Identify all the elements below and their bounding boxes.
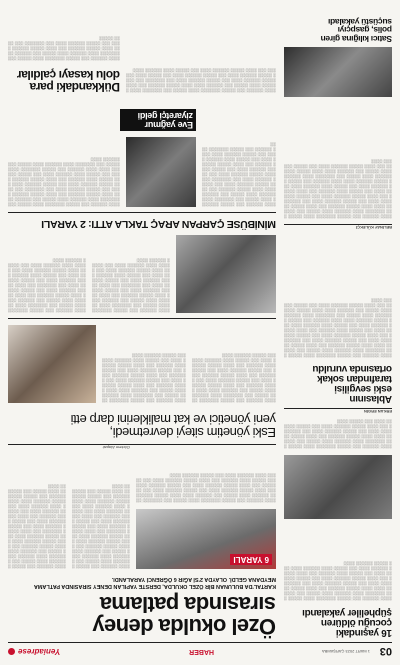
ablasini-title-2: eski sevgilisi	[334, 383, 392, 394]
rule-3	[8, 212, 276, 213]
story-eski	[8, 413, 276, 439]
bottom-body-2: ░░░░ ░░░░░░ ░░░ ░░░░░ ░░░░░░░ ░░░░ ░░░░░ ░░░ ░░░░░░░ ░░░░ ░░░░░░ ░░░░ ░░░░░ ░░░ ░░░░░░ ░░░░ ░░░░ ░░░░░ ░░░░░░ ░░░ ░░░░ ░░░░░ ░░░░░░ ░░░░ ░░░ ░░░░░ ░░░░░░ ░░░░ ░░░ ░░░░░░░ ░░░ ░░░░ ░░░░░	[8, 36, 120, 61]
story-boy	[284, 419, 392, 638]
eski-title-1: Eski yönetim siteyi devretmedi,	[109, 425, 276, 440]
satici-title-3: suçüstü yakaladı	[328, 17, 392, 27]
main-title-2: sırasında patlama	[100, 592, 276, 617]
eski-body-1: ░░░░ ░░░░░░ ░░░ ░░░░░ ░░░░░░░ ░░░░ ░░░░░ ░░░ ░░░░░░░ ░░░░ ░░░░░░ ░░░░ ░░░░░ ░░░ ░░░░░░ ░░░░ ░░░░ ░░░░░ ░░░░░░ ░░░ ░░░░ ░░░░░ ░░░░░░ ░░░░ ░░░ ░░░░░ ░░░░░░ ░░░░ ░░░ ░░░░░░░ ░░░ ░░░░ ░░░░░ ░░░░░░ ░░░░ ░░░ ░░░░░ ░░░░░░ ░░░░ ░░░ ░░░░░ ░░░░ ░░░░░░ ░░░ ░░░░ ░░░░░ ░░░░░░ ░░░░ ░░░ ░░░░░ ░░░░ ░░░░░░ ░░░░ ░░░ ░░░░░ ░░░░░░ ░░░░	[192, 353, 276, 403]
story-satici	[284, 18, 392, 44]
main-body-3: ░░░░ ░░░░░░ ░░░ ░░░░░ ░░░░░░░ ░░░░ ░░░░░ ░░░ ░░░░░░░ ░░░░ ░░░░░░ ░░░░ ░░░░░ ░░░ ░░░░░░ ░░░░ ░░░░ ░░░░░ ░░░░░░ ░░░ ░░░░ ░░░░░ ░░░░░░ ░░░░ ░░░ ░░░░░ ░░░░░░ ░░░░ ░░░ ░░░░░░░ ░░░ ░░░░ ░░░░░ ░░░░░░ ░░░░ ░░░ ░░░░░ ░░░░░░ ░░░░ ░░░ ░░░░░ ░░░░ ░░░░░░ ░░░ ░░░░ ░░░░░ ░░░░░░ ░░░░ ░░░ ░░░░░ ░░░░ ░░░░░░ ░░░░ ░░░ ░░░░░ ░░░░░░ ░░░░	[136, 473, 276, 503]
logo-icon	[8, 648, 15, 655]
eve-photo	[126, 137, 196, 207]
section-label: HABER	[189, 648, 214, 655]
eski-title-2: yeni yönetici ve kat maliklerini darp etti	[70, 412, 276, 427]
dukkan-title-1: Dükkandaki para	[29, 80, 120, 94]
logo-text: Yeniadrese	[18, 647, 61, 656]
story-eve	[120, 109, 196, 131]
minibus-body-1: ░░░░ ░░░░░░ ░░░ ░░░░░ ░░░░░░░ ░░░░ ░░░░░ ░░░ ░░░░░░░ ░░░░ ░░░░░░ ░░░░ ░░░░░ ░░░ ░░░░░░ ░░░░ ░░░░ ░░░░░ ░░░░░░ ░░░ ░░░░ ░░░░░ ░░░░░░ ░░░░ ░░░ ░░░░░ ░░░░░░ ░░░░ ░░░ ░░░░░░░ ░░░ ░░░░ ░░░░░ ░░░░░░ ░░░░ ░░░ ░░░░░ ░░░░░░ ░░░░ ░░░ ░░░░░ ░░░░ ░░░░░░ ░░░ ░░░░ ░░░░░ ░░░░░░ ░░░░ ░░░ ░░░░░ ░░░░ ░░░░░░ ░░░░ ░░░ ░░░░░ ░░░░░░ ░░░░	[92, 258, 170, 313]
ablasini-title-3: tarafından sokak	[317, 373, 392, 384]
bottom-body: ░░░░ ░░░░░░ ░░░ ░░░░░ ░░░░░░░ ░░░░ ░░░░░ ░░░ ░░░░░░░ ░░░░ ░░░░░░ ░░░░ ░░░░░ ░░░ ░░░░░░ ░░░░ ░░░░ ░░░░░ ░░░░░░ ░░░ ░░░░ ░░░░░ ░░░░░░ ░░░░ ░░░ ░░░░░ ░░░░░░ ░░░░ ░░░ ░░░░░░░ ░░░ ░░░░ ░░░░░ ░░░░░░ ░░░░ ░░░ ░░░░░ ░░░░░░ ░░░░ ░░░ ░░░░░ ░░░░ ░░░░░░ ░░░ ░░░░ ░░░░░ ░░░░░░ ░░░░ ░░░ ░░░░░ ░░░░ ░░░░░░ ░░░░	[126, 68, 276, 93]
eski-photo	[8, 325, 96, 403]
masthead	[8, 645, 392, 657]
minibus-photo	[176, 235, 276, 313]
main-deck: KARTAL'DA BULUNAN BİR ÖZEL OKULDA, DERSTE YAPILAN DENEY SIRASINDA PATLAMA MEYDANA GELDİ. OLAYDA 2'Sİ AĞIR 6 ÖĞRENCİ YARALANDI.	[34, 576, 276, 589]
page-number: 03	[379, 645, 392, 657]
main-photo	[136, 509, 276, 569]
main-photo-caption: 6 YARALI	[230, 554, 272, 565]
boy-title-1: 16 yaşındaki	[336, 627, 392, 638]
rule-2	[8, 318, 276, 319]
satici-title-2: polis, gaspçıyı	[337, 25, 392, 36]
dukkan-title-2: dolu kasayı çaldılar	[17, 68, 120, 82]
boy-body: ░░░░ ░░░░░░ ░░░ ░░░░░ ░░░░░░░ ░░░░ ░░░░░ ░░░ ░░░░░░░ ░░░░ ░░░░░░ ░░░░ ░░░░░ ░░░ ░░░░░░ ░░░░ ░░░░ ░░░░░ ░░░░░░ ░░░ ░░░░ ░░░░░ ░░░░░░ ░░░░ ░░░ ░░░░░ ░░░░░░ ░░░░ ░░░ ░░░░░░░ ░░░ ░░░░ ░░░░░ ░░░░░░ ░░░░ ░░░ ░░░░░ ░░░░░░ ░░░░ ░░░ ░░░░░ ░░░░ ░░░░░░ ░░░ ░░░░ ░░░░░ ░░░░░░ ░░░░ ░░░ ░░░░░ ░░░░ ░░░░░░ ░░░░ ░░░ ░░░░░ ░░░░░░ ░░░░	[284, 561, 392, 601]
byline-3: BELİNAY KÜLEKÇİ	[355, 225, 392, 230]
story-dukkan	[8, 69, 120, 93]
boy-title-2: çocuğu öldüren	[321, 617, 392, 628]
satici-photo	[284, 47, 392, 97]
boy-title-3: şüpheliler yakalandı	[302, 607, 392, 618]
ablasini-title-1: Ablasının	[349, 393, 392, 404]
rule-1	[8, 444, 276, 445]
eve-body: ░░░░ ░░░░░░ ░░░ ░░░░░ ░░░░░░░ ░░░░ ░░░░░ ░░░ ░░░░░░░ ░░░░ ░░░░░░ ░░░░ ░░░░░ ░░░ ░░░░░░ ░░░░ ░░░░ ░░░░░ ░░░░░░ ░░░ ░░░░ ░░░░░ ░░░░░░ ░░░░ ░░░ ░░░░░ ░░░░░░ ░░░░ ░░░ ░░░░░░░ ░░░ ░░░░ ░░░░░ ░░░░░░ ░░░░ ░░░ ░░░░░ ░░░░░░ ░░░░ ░░░ ░░░░░ ░░░░ ░░░░░░ ░░░ ░░░░ ░░░░░ ░░░░░░ ░░░░ ░░░ ░░░░░ ░░░░ ░░░░░░ ░░░░ ░░░ ░░░░░ ░░░░░░ ░░░░ ░░░░ ░░░░░░ ░░░ ░░░░░ ░░░░░░░ ░░░░	[202, 142, 276, 207]
story-main	[8, 575, 276, 637]
story-ablasini	[284, 238, 392, 403]
masthead-rule	[8, 642, 392, 643]
date-line: 1 MART 2023 ÇARŞAMBA	[321, 649, 370, 654]
eski-body-2: ░░░░ ░░░░░░ ░░░ ░░░░░ ░░░░░░░ ░░░░ ░░░░░ ░░░ ░░░░░░░ ░░░░ ░░░░░░ ░░░░ ░░░░░ ░░░ ░░░░░░ ░░░░ ░░░░ ░░░░░ ░░░░░░ ░░░ ░░░░ ░░░░░ ░░░░░░ ░░░░ ░░░ ░░░░░ ░░░░░░ ░░░░ ░░░ ░░░░░░░ ░░░ ░░░░ ░░░░░ ░░░░░░ ░░░░ ░░░ ░░░░░ ░░░░░░ ░░░░ ░░░ ░░░░░ ░░░░ ░░░░░░ ░░░ ░░░░ ░░░░░ ░░░░░░ ░░░░ ░░░ ░░░░░ ░░░░ ░░░░░░ ░░░░ ░░░ ░░░░░ ░░░░░░ ░░░░	[102, 353, 186, 403]
eve-title-1: Eve yağmur	[144, 120, 193, 130]
main-body-1: ░░░░ ░░░░░░ ░░░ ░░░░░ ░░░░░░░ ░░░░ ░░░░░ ░░░ ░░░░░░░ ░░░░ ░░░░░░ ░░░░ ░░░░░ ░░░ ░░░░░░ ░░░░ ░░░░ ░░░░░ ░░░░░░ ░░░ ░░░░ ░░░░░ ░░░░░░ ░░░░ ░░░ ░░░░░ ░░░░░░ ░░░░ ░░░ ░░░░░░░ ░░░ ░░░░ ░░░░░ ░░░░░░ ░░░░ ░░░ ░░░░░ ░░░░░░ ░░░░ ░░░ ░░░░░ ░░░░ ░░░░░░ ░░░ ░░░░ ░░░░░ ░░░░░░ ░░░░ ░░░ ░░░░░ ░░░░ ░░░░░░ ░░░░ ░░░ ░░░░░ ░░░░░░ ░░░░ ░░░░ ░░░░░░ ░░░ ░░░░░ ░░░░░░░ ░░░░ ░░░░░ ░░░ ░░░░░░░ ░░░░	[72, 484, 130, 569]
eve-title-2: ziyaretçi geldi	[137, 111, 193, 121]
boy-photo	[284, 455, 392, 519]
byline-1: ERKAN ERGİN	[363, 409, 392, 414]
dukkan-body: ░░░░ ░░░░░░ ░░░ ░░░░░ ░░░░░░░ ░░░░ ░░░░░ ░░░ ░░░░░░░ ░░░░ ░░░░░░ ░░░░ ░░░░░ ░░░ ░░░░░░ ░░░░ ░░░░ ░░░░░ ░░░░░░ ░░░ ░░░░ ░░░░░ ░░░░░░ ░░░░ ░░░ ░░░░░ ░░░░░░ ░░░░ ░░░ ░░░░░░░ ░░░ ░░░░ ░░░░░ ░░░░░░ ░░░░ ░░░ ░░░░░ ░░░░░░ ░░░░ ░░░ ░░░░░ ░░░░ ░░░░░░ ░░░ ░░░░ ░░░░░ ░░░░░░ ░░░░ ░░░ ░░░░░ ░░░░ ░░░░░░ ░░░░ ░░░ ░░░░░ ░░░░░░ ░░░░ ░░░░ ░░░░░░ ░░░ ░░░░░ ░░░░░░░ ░░░░ ░░░░░ ░░░ ░░░░░░░ ░░░░ ░░░░░░ ░░░░ ░░░░░ ░░░ ░░░░░░ ░░░░	[8, 157, 120, 207]
byline-2: Görkem Alapalı	[102, 445, 130, 450]
satici-title-1: Satıcı kılığına giren	[320, 34, 392, 44]
ablasini-title-4: ortasında vuruldu	[312, 363, 392, 374]
ablasini-body: ░░░░ ░░░░░░ ░░░ ░░░░░ ░░░░░░░ ░░░░ ░░░░░ ░░░ ░░░░░░░ ░░░░ ░░░░░░ ░░░░ ░░░░░ ░░░ ░░░░░░ ░░░░ ░░░░ ░░░░░ ░░░░░░ ░░░ ░░░░ ░░░░░ ░░░░░░ ░░░░ ░░░ ░░░░░ ░░░░░░ ░░░░ ░░░ ░░░░░░░ ░░░ ░░░░ ░░░░░ ░░░░░░ ░░░░ ░░░ ░░░░░ ░░░░░░ ░░░░ ░░░ ░░░░░ ░░░░ ░░░░░░ ░░░ ░░░░ ░░░░░ ░░░░░░ ░░░░ ░░░ ░░░░░ ░░░░ ░░░░░░ ░░░░ ░░░ ░░░░░ ░░░░░░ ░░░░ ░░░░ ░░░░░░ ░░░ ░░░░░ ░░░░░░░ ░░░░ ░░░░░ ░░░ ░░░░░░░ ░░░░ ░░░░░░ ░░░░ ░░░░░ ░░░ ░░░░░░ ░░░░ ░░░░ ░░░░░ ░░░░░░ ░░░ ░░░░ ░░░░░ ░░░░░░ ░░░░ ░░░ ░░░░░ ░░░░░░ ░░░░	[284, 298, 392, 358]
main-title-1: Özel okulda deney	[93, 614, 276, 639]
boy-body-2: ░░░░ ░░░░░░ ░░░ ░░░░░ ░░░░░░░ ░░░░ ░░░░░ ░░░ ░░░░░░░ ░░░░ ░░░░░░ ░░░░ ░░░░░ ░░░ ░░░░░░ ░░░░ ░░░░ ░░░░░ ░░░░░░ ░░░ ░░░░ ░░░░░ ░░░░░░ ░░░░ ░░░ ░░░░░ ░░░░░░ ░░░░ ░░░ ░░░░░░░ ░░░ ░░░░ ░░░░░ ░░░░░░ ░░░░ ░░░ ░░░░░ ░░░░░░ ░░░░ ░░░ ░░░░░ ░░░░	[284, 419, 392, 449]
satici-body: ░░░░ ░░░░░░ ░░░ ░░░░░ ░░░░░░░ ░░░░ ░░░░░ ░░░ ░░░░░░░ ░░░░ ░░░░░░ ░░░░ ░░░░░ ░░░ ░░░░░░ ░░░░ ░░░░ ░░░░░ ░░░░░░ ░░░ ░░░░ ░░░░░ ░░░░░░ ░░░░ ░░░ ░░░░░ ░░░░░░ ░░░░ ░░░ ░░░░░░░ ░░░ ░░░░ ░░░░░ ░░░░░░ ░░░░ ░░░ ░░░░░ ░░░░░░ ░░░░ ░░░ ░░░░░ ░░░░ ░░░░░░ ░░░ ░░░░ ░░░░░ ░░░░░░ ░░░░ ░░░ ░░░░░ ░░░░ ░░░░░░ ░░░░ ░░░ ░░░░░ ░░░░░░ ░░░░ ░░░░ ░░░░░░ ░░░ ░░░░░ ░░░░░░░ ░░░░ ░░░░░ ░░░ ░░░░░░░ ░░░░ ░░░░░░ ░░░░ ░░░░░ ░░░ ░░░░░░ ░░░░ ░░░░ ░░░░░ ░░░░░░ ░░░ ░░░░ ░░░░░ ░░░░░░ ░░░░ ░░░ ░░░░░ ░░░░░░ ░░░░	[284, 159, 392, 219]
main-body-2: ░░░░ ░░░░░░ ░░░ ░░░░░ ░░░░░░░ ░░░░ ░░░░░ ░░░ ░░░░░░░ ░░░░ ░░░░░░ ░░░░ ░░░░░ ░░░ ░░░░░░ ░░░░ ░░░░ ░░░░░ ░░░░░░ ░░░ ░░░░ ░░░░░ ░░░░░░ ░░░░ ░░░ ░░░░░ ░░░░░░ ░░░░ ░░░ ░░░░░░░ ░░░ ░░░░ ░░░░░ ░░░░░░ ░░░░ ░░░ ░░░░░ ░░░░░░ ░░░░ ░░░ ░░░░░ ░░░░ ░░░░░░ ░░░ ░░░░ ░░░░░ ░░░░░░ ░░░░ ░░░ ░░░░░ ░░░░ ░░░░░░ ░░░░ ░░░ ░░░░░ ░░░░░░ ░░░░ ░░░░ ░░░░░░ ░░░ ░░░░░ ░░░░░░░ ░░░░ ░░░░░ ░░░ ░░░░░░░ ░░░░	[8, 484, 66, 569]
minibus-title: MİNİBÜSE ÇARPAN ARAÇ TAKLA ATTI: 2 YARALI	[41, 218, 276, 230]
minibus-body-2: ░░░░ ░░░░░░ ░░░ ░░░░░ ░░░░░░░ ░░░░ ░░░░░ ░░░ ░░░░░░░ ░░░░ ░░░░░░ ░░░░ ░░░░░ ░░░ ░░░░░░ ░░░░ ░░░░ ░░░░░ ░░░░░░ ░░░ ░░░░ ░░░░░ ░░░░░░ ░░░░ ░░░ ░░░░░ ░░░░░░ ░░░░ ░░░ ░░░░░░░ ░░░ ░░░░ ░░░░░ ░░░░░░ ░░░░ ░░░ ░░░░░ ░░░░░░ ░░░░ ░░░ ░░░░░ ░░░░ ░░░░░░ ░░░ ░░░░ ░░░░░ ░░░░░░ ░░░░ ░░░ ░░░░░ ░░░░ ░░░░░░ ░░░░ ░░░ ░░░░░ ░░░░░░ ░░░░	[8, 258, 86, 313]
